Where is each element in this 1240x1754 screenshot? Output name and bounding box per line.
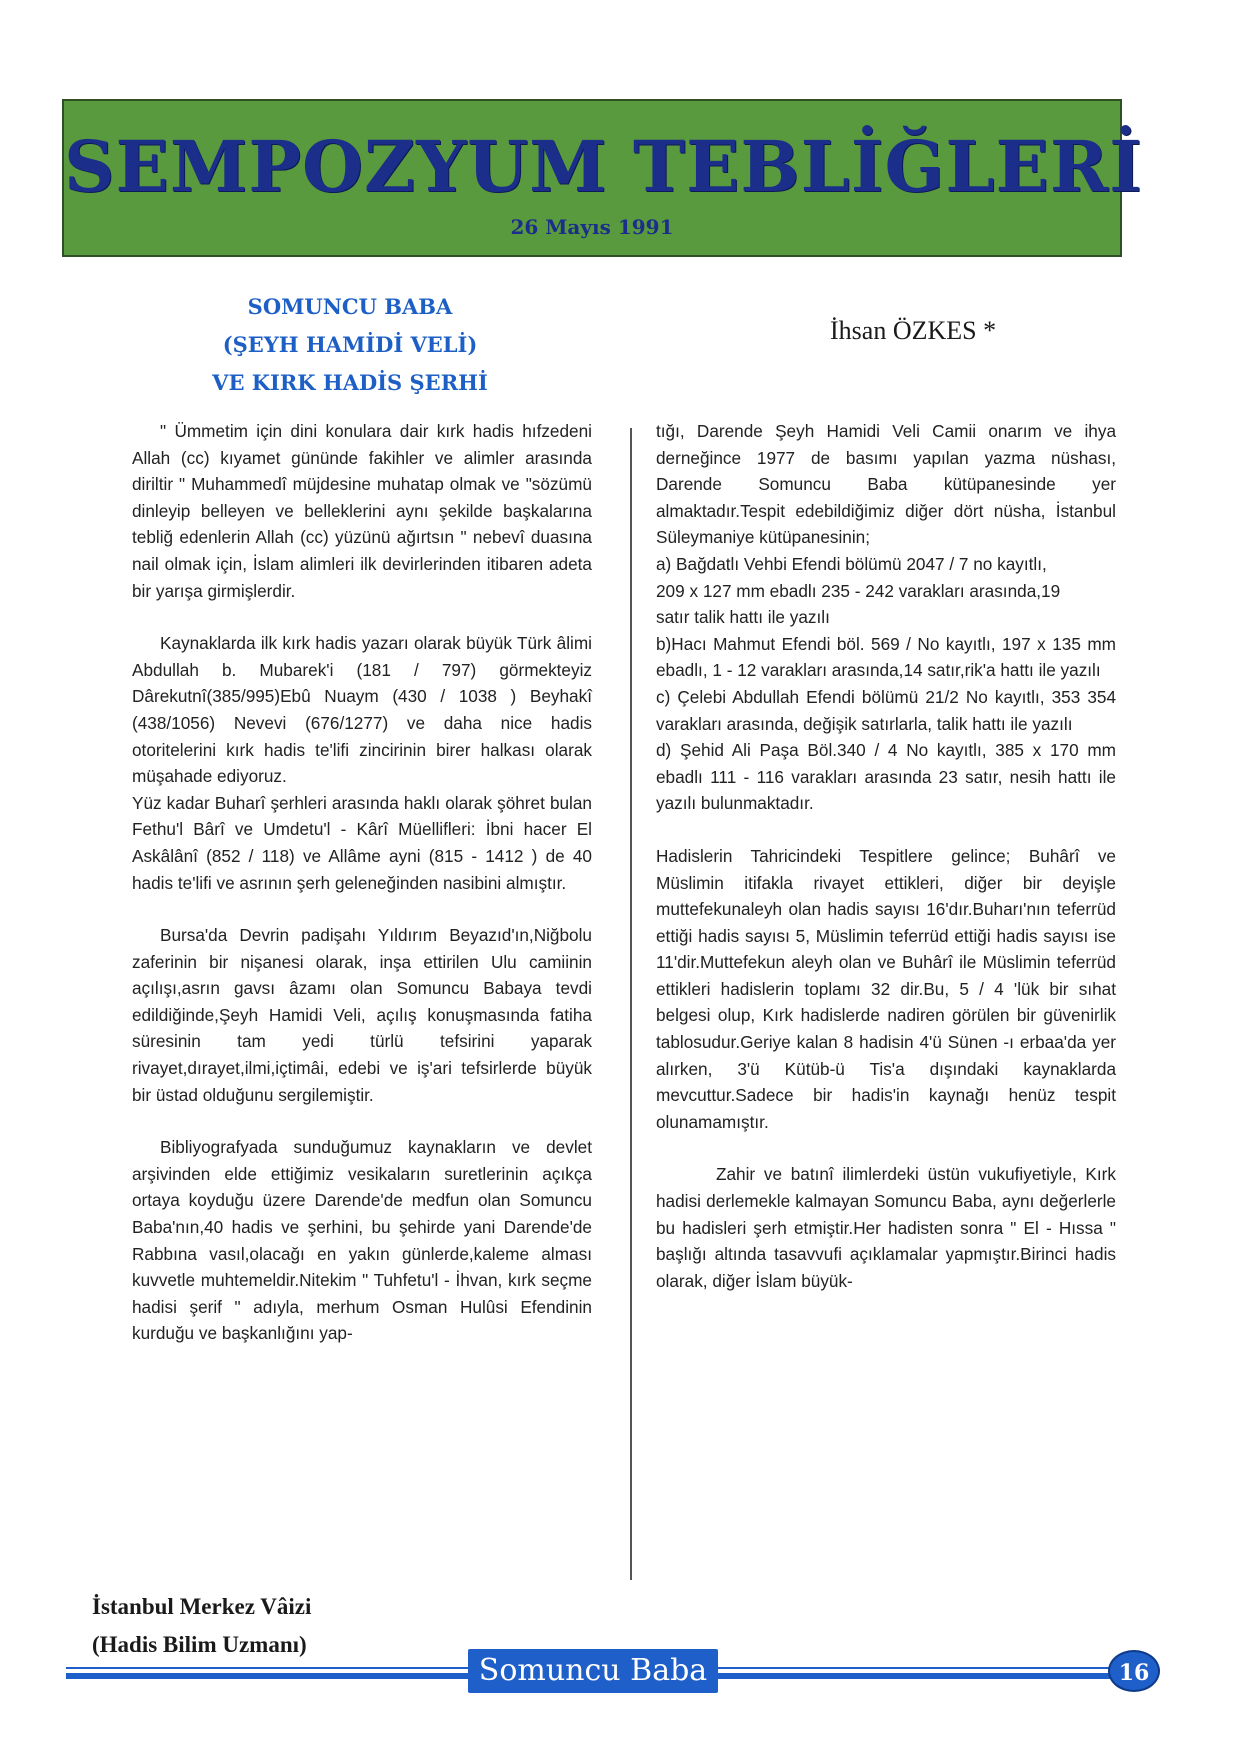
header-banner bbox=[62, 99, 1143, 257]
list-item: 209 x 127 mm ebadlı 235 - 242 varakları arasında,19 bbox=[656, 580, 1061, 601]
column-divider bbox=[630, 428, 632, 1580]
paragraph: " Ümmetim için dini konulara dair kırk hadis hıfzedeni Allah (cc) kıyamet gününde fakihler ve alimler arasında diriltir " Muhammedî müjdesine muhatap olmak ve "sözümü dinleyip belleyen ve belleklerini aynı şekilde başkalarına tebliğ edenlerin Allah (cc) yüzünü ağırtsın " nebevî duasına nail olmak için, İslam alimleri ilk devirlerinden itibaren adeta bir yarışa girmişlerdir. bbox=[132, 421, 592, 601]
paragraph: Kaynaklarda ilk kırk hadis yazarı olarak büyük Türk âlimi Abdullah b. Mubarek'i (181 / 797) görmekteyiz Dârekutnî(385/995)Ebû Nuaym (430 / 1038 ) Beyhakî (438/1056) Nevevi (676/1277) ve daha nice hadis otoritelerini kırk hadis te'lifi zincirinin birer halkası olarak müşahade ediyoruz. bbox=[132, 633, 592, 787]
paragraph: Zahir ve batınî ilimlerdeki üstün vukufiyetiyle, Kırk hadisi derlemekle kalmayan Somuncu Baba, aynı değerlerle bu hadisleri şerh etmiştir.Her hadisten sonra " El - Hıssa " başlığı altında tasavvufi açıklamalar yapmıştır.Birinci hadis olarak, diğer İslam büyük- bbox=[656, 1164, 1116, 1291]
paragraph: Hadislerin Tahricindeki Tespitlere gelince; Buhârî ve Müslimin itifakla rivayet ettikleri, diğer bir deyişle muttefekunaleyh olan hadis sayısı 16'dır.Buharı'nın teferrüd ettiği hadis sayısı 5, Müslimin teferrüd ettiği hadis sayısı ise 11'dir.Muttefekun aleyh olan ve Buhârî ile Müslimin teferrüd ettikleri hadislerin toplamı 32 dir.Bu, 5 / 4 'lük bir sıhat belgesi olup, Kırk hadislerde nadiren görülen bir güvenirlik tablosudur.Geriye kalan 8 hadisin 4'ü Sünen -ı erbaa'da yer alırken, 3'ü Kütüb-ü Tis'a dışındaki kaynaklarda mevcuttur.Sadece bir hadis'in kaynağı henüz tespit olunamamıştır. bbox=[656, 845, 1116, 1132]
list-item: satır talik hattı ile yazılı bbox=[656, 607, 830, 628]
page-number: 16 bbox=[1108, 1650, 1160, 1692]
article-title-line-3: VE KIRK HADİS ŞERHİ bbox=[212, 370, 488, 395]
right-column bbox=[656, 418, 1116, 1294]
article-title-line-1: SOMUNCU BABA bbox=[247, 294, 453, 319]
list-item: d) Şehid Ali Paşa Böl.340 / 4 No kayıtlı, 385 x 170 mm ebadlı 111 - 116 varakları arasında 23 satır, nesih hattı ile yazılı bulunmaktadır. bbox=[656, 740, 1116, 814]
paragraph: tığı, Darende Şeyh Hamidi Veli Camii onarım ve ihya derneğince 1977 de basımı yapılan yazma nüshası, Darende Somuncu Baba kütüpanesinde yer almaktadır.Tespit edebildiğimiz diğer dört nüsha, İstanbul Süleymaniye kütüpanesinin; bbox=[656, 421, 1116, 548]
author-footnote bbox=[92, 1588, 512, 1664]
footnote-line-2: (Hadis Bilim Uzmanı) bbox=[92, 1632, 307, 1657]
banner-date: 26 Mayıs 1991 bbox=[510, 215, 674, 239]
paragraph: Bursa'da Devrin padişahı Yıldırım Beyazıd'ın,Niğbolu zaferinin bir nişanesi olarak, inşa ettirilen Ulu camiinin açılışı,asrın gavsı âzamı olan Somuncu Babaya tevdi edildiğinde,Şeyh Hamidi Veli, açılış konuşmasında fatiha süresinin tam yedi türlü tefsirini yaparak rivayet,dırayet,ilmi,içtimâi, edebi ve iş'ari tefsirlerde büyük bir üstad olduğunu sergilemiştir. bbox=[132, 925, 592, 1105]
list-item: b)Hacı Mahmut Efendi böl. 569 / No kayıtlı, 197 x 135 mm ebadlı, 1 - 12 varakları arasında,14 satır,rik'a hattı ile yazılı bbox=[656, 633, 1116, 681]
author-name: İhsan ÖZKES * bbox=[830, 316, 997, 345]
footer-brand: Somuncu Baba bbox=[468, 1649, 718, 1693]
article-title-line-2: (ŞEYH HAMİDİ VELİ) bbox=[222, 332, 478, 357]
list-item: c) Çelebi Abdullah Efendi bölümü 21/2 No kayıtlı, 353 354 varakları arasında, değişik satırlarla, talik hattı ile yazılı bbox=[656, 686, 1116, 734]
paragraph: Yüz kadar Buharî şerhleri arasında haklı olarak şöhret bulan Fethu'l Bârî ve Umdetu'l - Kârî Müellifleri: İbni hacer El Askâlânî (852 / 118) ve Allâme ayni (815 - 1412 ) de 40 hadis te'lifi ve asrının şerh geleneğinden nasibini almıştır. bbox=[132, 792, 592, 893]
list-item: a) Bağdatlı Vehbi Efendi bölümü 2047 / 7 no kayıtlı, bbox=[656, 553, 1047, 574]
left-column bbox=[132, 418, 592, 1347]
paragraph: Bibliyografyada sunduğumuz kaynakların ve devlet arşivinden elde ettiğimiz vesikaların suretlerinin açıkça ortaya koyduğu üzere Darende'de medfun olan Somuncu Baba'nın,40 hadis ve şerhini, bu şehirde yani Darende'de Rabbına vasıl,olacağı en yakın günlerde,kaleme alması kuvvetle muhtemeldir.Nitekim " Tuhfetu'l - İhvan, kırk seçme hadisi şerif " adıyla, merhum Osman Hulûsi Efendinin kurduğu ve başkanlığını yap- bbox=[132, 1137, 592, 1344]
banner-title: SEMPOZYUM TEBLİĞLERİ bbox=[64, 125, 1143, 208]
article-title bbox=[150, 288, 550, 402]
footnote-line-1: İstanbul Merkez Vâizi bbox=[92, 1594, 312, 1619]
